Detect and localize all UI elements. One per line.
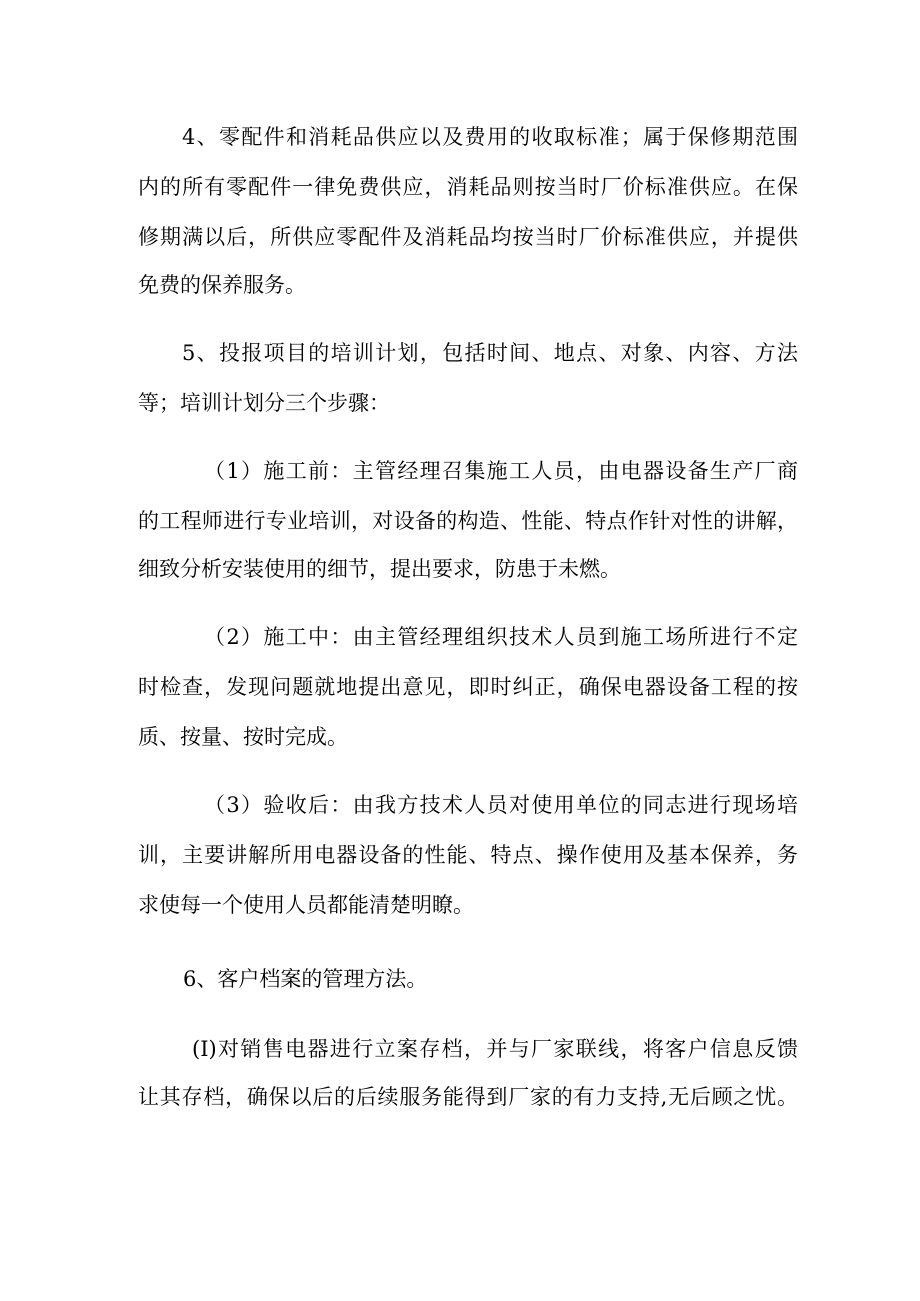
step-2-line-2: 时检查，发现问题就地提出意见，即时纠正，确保电器设备工程的按 — [138, 675, 798, 699]
paragraph-5-line-1: 5、投报项目的培训计划，包括时间、地点、对象、内容、方法 — [182, 341, 798, 365]
paragraph-5-line-2: 等；培训计划分三个步骤： — [138, 391, 390, 415]
step-2-line-3: 质、按量、按时完成。 — [138, 725, 348, 749]
paragraph-4-line-2: 内的所有零配件一律免费供应，消耗品则按当时厂价标准供应。在保 — [138, 175, 798, 199]
paragraph-4-line-4: 免费的保养服务。 — [138, 273, 306, 297]
step-1-line-3: 细致分析安装使用的细节，提出要求，防患于未燃。 — [138, 557, 621, 581]
paragraph-6-line-1: 6、客户档案的管理方法。 — [183, 967, 428, 991]
paragraph-4-line-1: 4、零配件和消耗品供应以及费用的收取标准；属于保修期范围 — [182, 125, 798, 149]
step-3-line-1: （3）验收后：由我方技术人员对使用单位的同志进行现场培 — [204, 793, 798, 817]
step-3-line-3: 求使每一个使用人员都能清楚明瞭。 — [138, 893, 474, 917]
step-1-line-1: （1）施工前：主管经理召集施工人员，由电器设备生产厂商 — [204, 459, 798, 483]
step-2-line-1: （2）施工中：由主管经理组织技术人员到施工场所进行不定 — [204, 625, 798, 649]
step-1-line-2: 的工程师进行专业培训，对设备的构造、性能、特点作针对性的讲解， — [138, 509, 798, 533]
item-6-1-line-2: 让其存档，确保以后的后续服务能得到厂家的有力支持,无后顾之忧。 — [138, 1085, 798, 1109]
paragraph-4-line-3: 修期满以后，所供应零配件及消耗品均按当时厂价标准供应，并提供 — [138, 225, 798, 249]
step-3-line-2: 训，主要讲解所用电器设备的性能、特点、操作使用及基本保养，务 — [138, 843, 798, 867]
item-6-1-line-1: (I)对销售电器进行立案存档，并与厂家联线，将客户信息反馈 — [192, 1037, 798, 1061]
